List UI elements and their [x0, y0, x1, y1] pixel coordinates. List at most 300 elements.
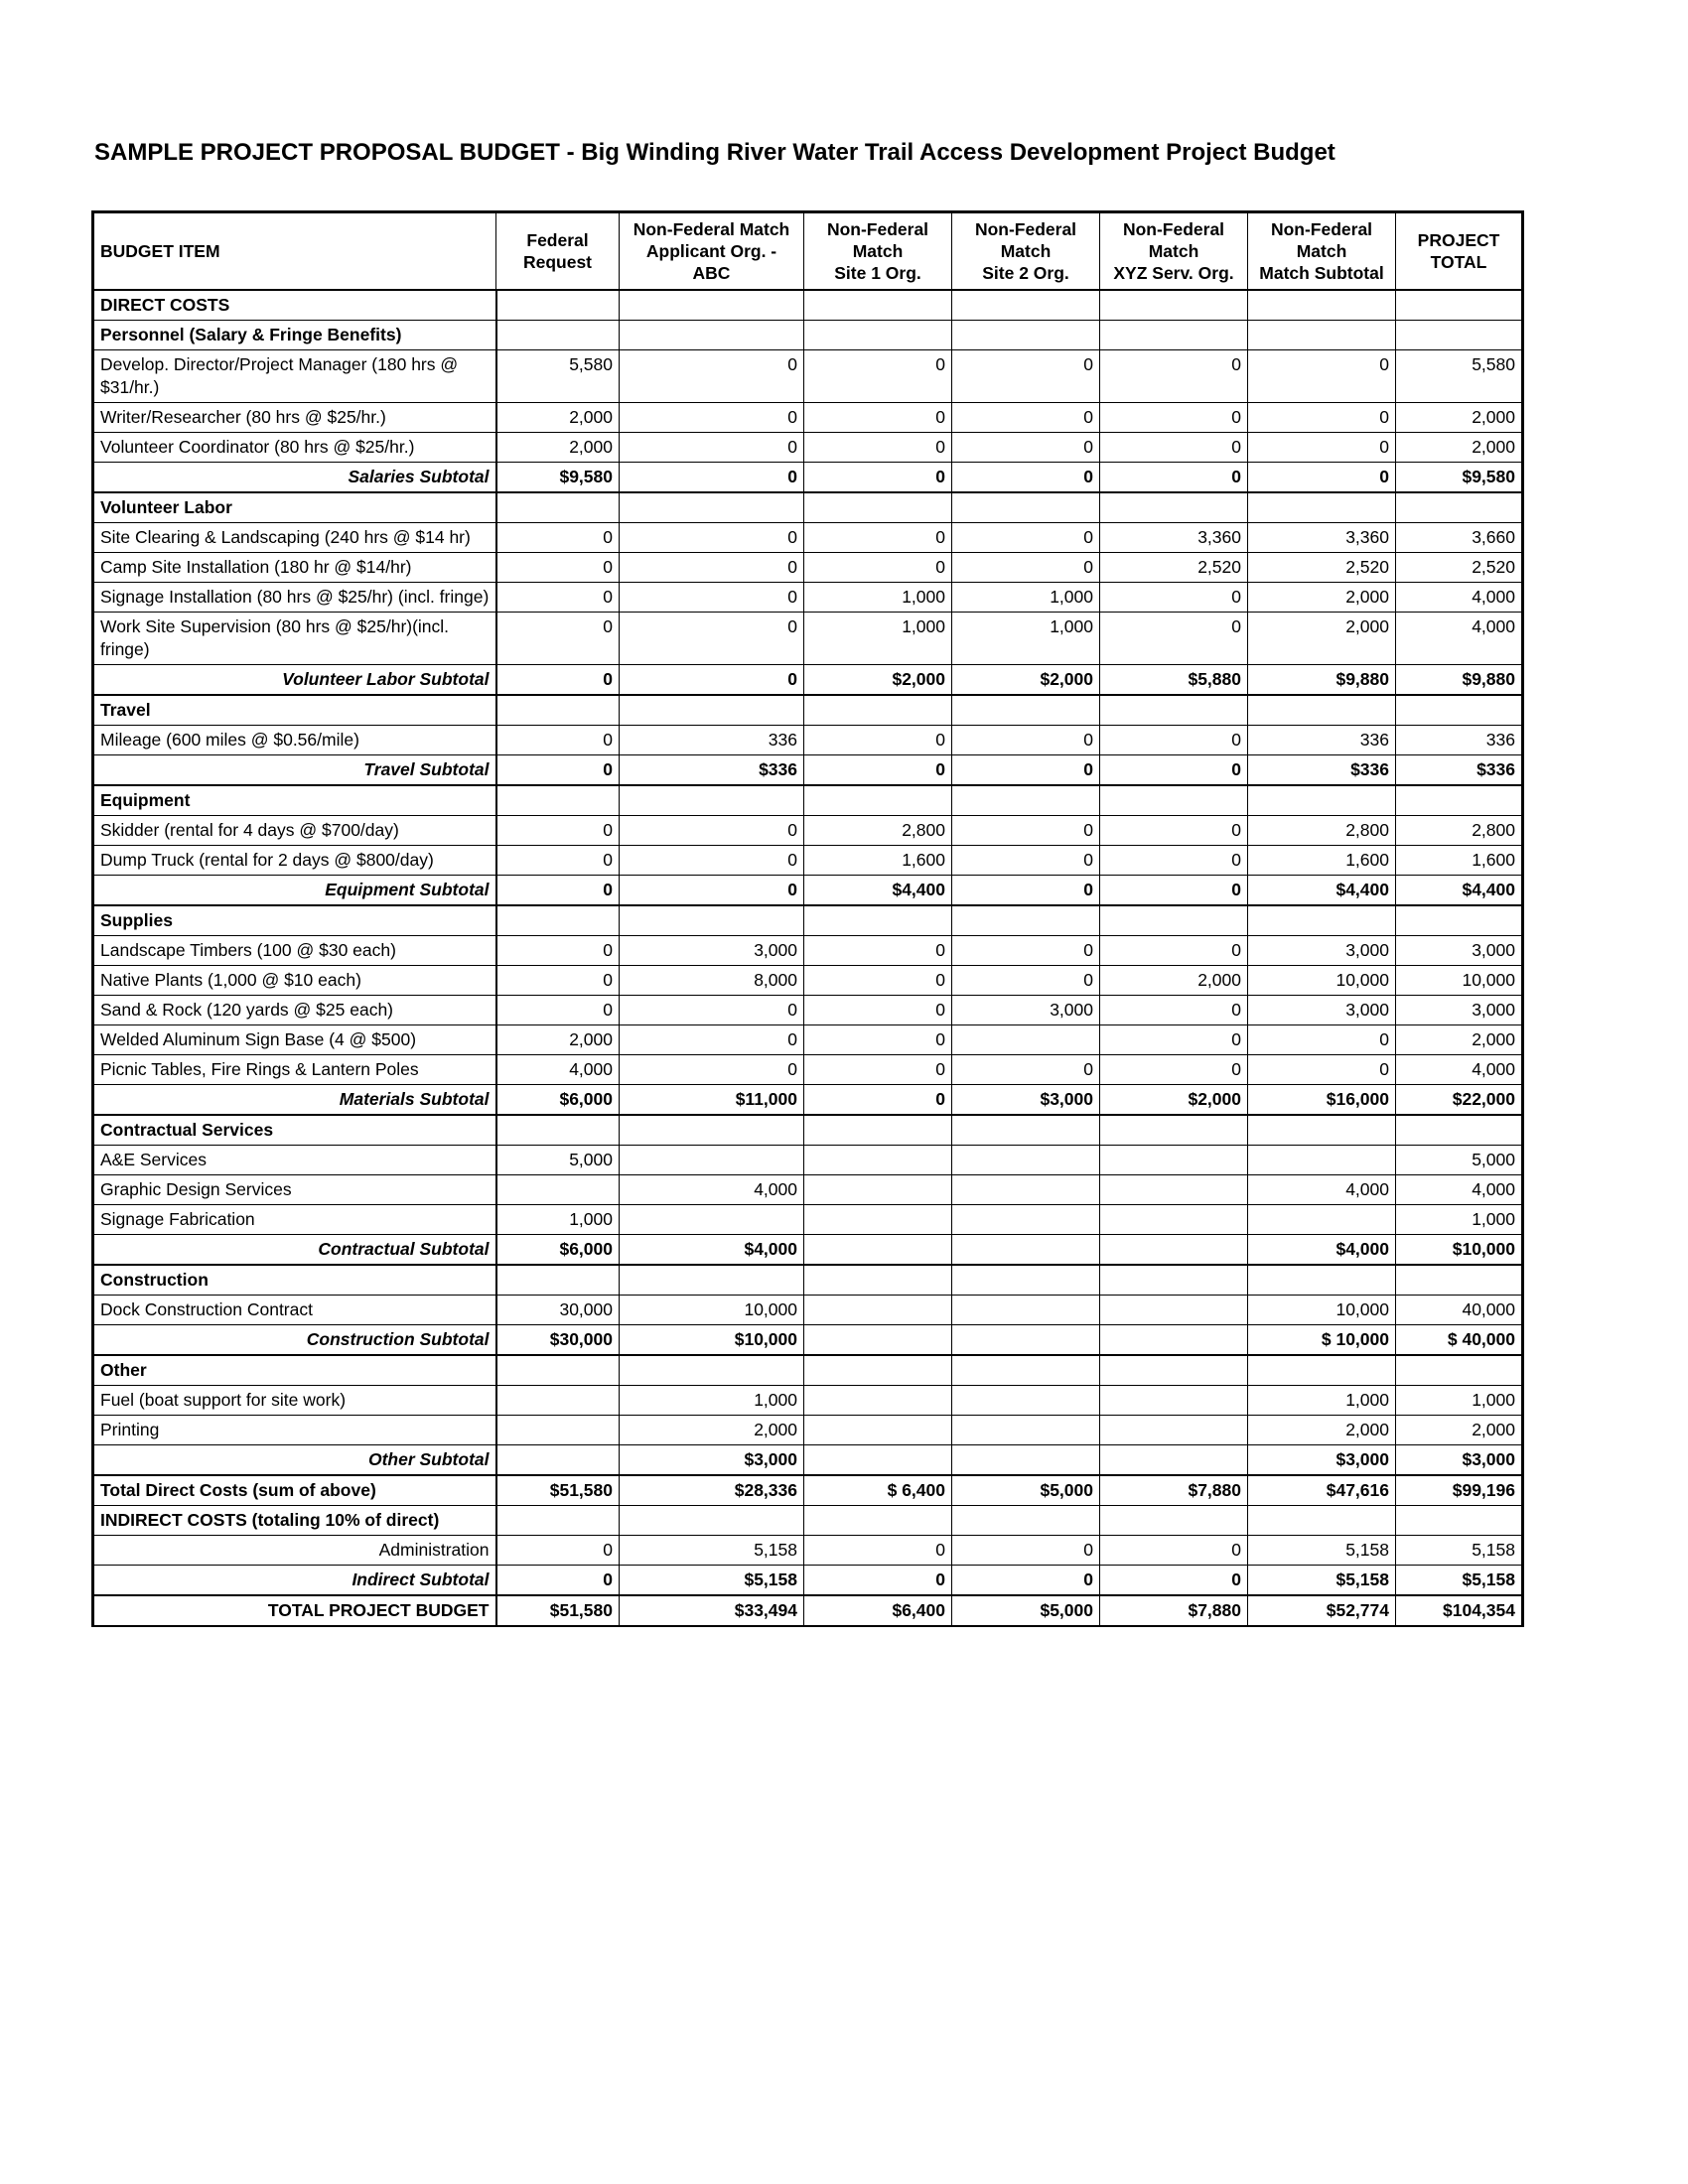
federal-request-cell: [496, 1265, 620, 1296]
federal-request-cell: 0: [496, 523, 620, 553]
site2-org-cell: 0: [952, 433, 1100, 463]
site2-org-cell: [952, 1506, 1100, 1536]
match-subtotal-cell: [1248, 290, 1396, 321]
budget-item-label: Camp Site Installation (180 hr @ $14/hr): [93, 553, 496, 583]
project-total-cell: 10,000: [1396, 966, 1523, 996]
table-row: [93, 523, 1523, 553]
total-row: [93, 1475, 1523, 1506]
xyz-serv-org-cell: $7,880: [1100, 1475, 1248, 1506]
applicant-org-cell: $28,336: [620, 1475, 804, 1506]
match-subtotal-cell: 0: [1248, 463, 1396, 493]
budget-item-label: Travel Subtotal: [93, 755, 496, 786]
applicant-org-cell: 0: [620, 996, 804, 1025]
xyz-serv-org-cell: 0: [1100, 1055, 1248, 1085]
header-project-total: PROJECT TOTAL: [1396, 212, 1523, 291]
budget-item-label: Personnel (Salary & Fringe Benefits): [93, 321, 496, 350]
site1-org-cell: 0: [804, 996, 952, 1025]
site2-org-cell: [952, 1296, 1100, 1325]
site2-org-cell: [952, 1175, 1100, 1205]
match-subtotal-cell: 10,000: [1248, 1296, 1396, 1325]
site2-org-cell: [952, 492, 1100, 523]
applicant-org-cell: [620, 785, 804, 816]
section-row: [93, 1355, 1523, 1386]
applicant-org-cell: [620, 695, 804, 726]
site2-org-cell: $5,000: [952, 1595, 1100, 1626]
project-total-cell: [1396, 785, 1523, 816]
site2-org-cell: 0: [952, 936, 1100, 966]
site2-org-cell: [952, 695, 1100, 726]
xyz-serv-org-cell: [1100, 1265, 1248, 1296]
site2-org-cell: [952, 1205, 1100, 1235]
project-total-cell: 2,000: [1396, 433, 1523, 463]
budget-item-label: Writer/Researcher (80 hrs @ $25/hr.): [93, 403, 496, 433]
site2-org-cell: $3,000: [952, 1085, 1100, 1116]
xyz-serv-org-cell: 0: [1100, 613, 1248, 665]
budget-item-label: Salaries Subtotal: [93, 463, 496, 493]
site1-org-cell: [804, 1205, 952, 1235]
header-site2-org: Non-Federal Match Site 2 Org.: [952, 212, 1100, 291]
project-total-cell: [1396, 1115, 1523, 1146]
project-total-cell: $22,000: [1396, 1085, 1523, 1116]
header-federal-request: Federal Request: [496, 212, 620, 291]
project-total-cell: 4,000: [1396, 1175, 1523, 1205]
site2-org-cell: [952, 785, 1100, 816]
match-subtotal-cell: 3,000: [1248, 996, 1396, 1025]
xyz-serv-org-cell: [1100, 785, 1248, 816]
applicant-org-cell: 336: [620, 726, 804, 755]
site2-org-cell: 0: [952, 755, 1100, 786]
site1-org-cell: [804, 905, 952, 936]
match-subtotal-cell: 3,360: [1248, 523, 1396, 553]
federal-request-cell: 0: [496, 613, 620, 665]
federal-request-cell: 2,000: [496, 433, 620, 463]
project-total-cell: $99,196: [1396, 1475, 1523, 1506]
budget-item-label: Printing: [93, 1416, 496, 1445]
budget-item-label: Develop. Director/Project Manager (180 hrs @ $31/hr.): [93, 350, 496, 403]
budget-item-label: Indirect Subtotal: [93, 1566, 496, 1596]
applicant-org-cell: 0: [620, 665, 804, 696]
federal-request-cell: 0: [496, 876, 620, 906]
table-row: [93, 996, 1523, 1025]
federal-request-cell: 30,000: [496, 1296, 620, 1325]
header-applicant-org: Non-Federal Match Applicant Org. - ABC: [620, 212, 804, 291]
federal-request-cell: [496, 492, 620, 523]
project-total-cell: [1396, 1355, 1523, 1386]
site2-org-cell: [952, 321, 1100, 350]
xyz-serv-org-cell: 0: [1100, 996, 1248, 1025]
site2-org-cell: [952, 1325, 1100, 1356]
table-row: [93, 1416, 1523, 1445]
match-subtotal-cell: $ 10,000: [1248, 1325, 1396, 1356]
match-subtotal-cell: 2,000: [1248, 583, 1396, 613]
site2-org-cell: 0: [952, 463, 1100, 493]
project-total-cell: [1396, 1265, 1523, 1296]
subtotal-row: [93, 463, 1523, 493]
site1-org-cell: $6,400: [804, 1595, 952, 1626]
applicant-org-cell: 1,000: [620, 1386, 804, 1416]
applicant-org-cell: 0: [620, 613, 804, 665]
subtotal-row: [93, 876, 1523, 906]
match-subtotal-cell: 2,520: [1248, 553, 1396, 583]
section-row: [93, 785, 1523, 816]
site2-org-cell: 1,000: [952, 583, 1100, 613]
xyz-serv-org-cell: [1100, 492, 1248, 523]
federal-request-cell: $51,580: [496, 1595, 620, 1626]
section-row: [93, 695, 1523, 726]
xyz-serv-org-cell: 0: [1100, 403, 1248, 433]
table-row: [93, 1205, 1523, 1235]
project-total-cell: 336: [1396, 726, 1523, 755]
site2-org-cell: [952, 1235, 1100, 1266]
section-row: [93, 321, 1523, 350]
applicant-org-cell: 0: [620, 553, 804, 583]
xyz-serv-org-cell: 3,360: [1100, 523, 1248, 553]
project-total-cell: 3,000: [1396, 936, 1523, 966]
header-site1-org: Non-Federal Match Site 1 Org.: [804, 212, 952, 291]
budget-item-label: Construction: [93, 1265, 496, 1296]
project-total-cell: $3,000: [1396, 1445, 1523, 1476]
budget-item-label: Picnic Tables, Fire Rings & Lantern Poles: [93, 1055, 496, 1085]
xyz-serv-org-cell: [1100, 695, 1248, 726]
applicant-org-cell: [620, 1265, 804, 1296]
site1-org-cell: [804, 1175, 952, 1205]
match-subtotal-cell: 2,000: [1248, 1416, 1396, 1445]
project-total-cell: 1,000: [1396, 1205, 1523, 1235]
site1-org-cell: 0: [804, 1055, 952, 1085]
federal-request-cell: [496, 1506, 620, 1536]
budget-item-label: Equipment Subtotal: [93, 876, 496, 906]
site1-org-cell: $2,000: [804, 665, 952, 696]
applicant-org-cell: 5,158: [620, 1536, 804, 1566]
federal-request-cell: $30,000: [496, 1325, 620, 1356]
federal-request-cell: [496, 1416, 620, 1445]
federal-request-cell: $51,580: [496, 1475, 620, 1506]
project-total-cell: $ 40,000: [1396, 1325, 1523, 1356]
match-subtotal-cell: 10,000: [1248, 966, 1396, 996]
project-total-cell: 5,158: [1396, 1536, 1523, 1566]
grand-total-row: [93, 1595, 1523, 1626]
xyz-serv-org-cell: 0: [1100, 350, 1248, 403]
match-subtotal-cell: 4,000: [1248, 1175, 1396, 1205]
federal-request-cell: [496, 290, 620, 321]
header-row: [93, 212, 1523, 291]
page-title: SAMPLE PROJECT PROPOSAL BUDGET - Big Winding River Water Trail Access Development Project Budget: [94, 139, 1336, 166]
budget-item-label: Mileage (600 miles @ $0.56/mile): [93, 726, 496, 755]
budget-item-label: Volunteer Coordinator (80 hrs @ $25/hr.): [93, 433, 496, 463]
site1-org-cell: [804, 1325, 952, 1356]
applicant-org-cell: [620, 905, 804, 936]
federal-request-cell: 0: [496, 996, 620, 1025]
applicant-org-cell: [620, 1115, 804, 1146]
federal-request-cell: $6,000: [496, 1235, 620, 1266]
site2-org-cell: 0: [952, 523, 1100, 553]
match-subtotal-cell: [1248, 785, 1396, 816]
applicant-org-cell: $5,158: [620, 1566, 804, 1596]
site1-org-cell: 0: [804, 966, 952, 996]
budget-item-label: Work Site Supervision (80 hrs @ $25/hr)(incl. fringe): [93, 613, 496, 665]
project-total-cell: $10,000: [1396, 1235, 1523, 1266]
xyz-serv-org-cell: 0: [1100, 816, 1248, 846]
xyz-serv-org-cell: 0: [1100, 583, 1248, 613]
federal-request-cell: 0: [496, 1536, 620, 1566]
applicant-org-cell: [620, 1146, 804, 1175]
match-subtotal-cell: 1,600: [1248, 846, 1396, 876]
applicant-org-cell: $4,000: [620, 1235, 804, 1266]
federal-request-cell: 0: [496, 583, 620, 613]
xyz-serv-org-cell: [1100, 905, 1248, 936]
applicant-org-cell: $336: [620, 755, 804, 786]
site2-org-cell: 0: [952, 553, 1100, 583]
site1-org-cell: [804, 290, 952, 321]
project-total-cell: 2,520: [1396, 553, 1523, 583]
applicant-org-cell: 0: [620, 583, 804, 613]
project-total-cell: 40,000: [1396, 1296, 1523, 1325]
site1-org-cell: 1,000: [804, 613, 952, 665]
site1-org-cell: 0: [804, 1566, 952, 1596]
budget-item-label: Administration: [93, 1536, 496, 1566]
xyz-serv-org-cell: [1100, 1296, 1248, 1325]
federal-request-cell: 5,580: [496, 350, 620, 403]
site1-org-cell: 0: [804, 523, 952, 553]
match-subtotal-cell: $9,880: [1248, 665, 1396, 696]
site2-org-cell: 0: [952, 1055, 1100, 1085]
match-subtotal-cell: $5,158: [1248, 1566, 1396, 1596]
subtotal-row: [93, 755, 1523, 786]
applicant-org-cell: 0: [620, 523, 804, 553]
xyz-serv-org-cell: 0: [1100, 1025, 1248, 1055]
site2-org-cell: [952, 905, 1100, 936]
xyz-serv-org-cell: [1100, 1325, 1248, 1356]
xyz-serv-org-cell: 0: [1100, 936, 1248, 966]
applicant-org-cell: 4,000: [620, 1175, 804, 1205]
budget-item-label: Contractual Subtotal: [93, 1235, 496, 1266]
federal-request-cell: 0: [496, 1566, 620, 1596]
match-subtotal-cell: [1248, 321, 1396, 350]
subtotal-row: [93, 665, 1523, 696]
header-match-subtotal: Non-Federal Match Match Subtotal: [1248, 212, 1396, 291]
budget-item-label: Equipment: [93, 785, 496, 816]
table-row: [93, 846, 1523, 876]
table-row: [93, 1025, 1523, 1055]
subtotal-row: [93, 1566, 1523, 1596]
site1-org-cell: 0: [804, 755, 952, 786]
subtotal-row: [93, 1325, 1523, 1356]
table-row: [93, 966, 1523, 996]
table-row: [93, 936, 1523, 966]
applicant-org-cell: 0: [620, 816, 804, 846]
match-subtotal-cell: [1248, 492, 1396, 523]
budget-item-label: Other Subtotal: [93, 1445, 496, 1476]
match-subtotal-cell: [1248, 905, 1396, 936]
xyz-serv-org-cell: [1100, 321, 1248, 350]
match-subtotal-cell: $47,616: [1248, 1475, 1396, 1506]
table-row: [93, 1055, 1523, 1085]
project-total-cell: [1396, 905, 1523, 936]
applicant-org-cell: 3,000: [620, 936, 804, 966]
site1-org-cell: 1,000: [804, 583, 952, 613]
xyz-serv-org-cell: 0: [1100, 876, 1248, 906]
site1-org-cell: [804, 1355, 952, 1386]
project-total-cell: 2,800: [1396, 816, 1523, 846]
site1-org-cell: [804, 1296, 952, 1325]
federal-request-cell: [496, 1175, 620, 1205]
match-subtotal-cell: $4,400: [1248, 876, 1396, 906]
federal-request-cell: 0: [496, 553, 620, 583]
applicant-org-cell: $3,000: [620, 1445, 804, 1476]
xyz-serv-org-cell: [1100, 1115, 1248, 1146]
site1-org-cell: 0: [804, 936, 952, 966]
match-subtotal-cell: 0: [1248, 403, 1396, 433]
budget-item-label: Travel: [93, 695, 496, 726]
project-total-cell: 4,000: [1396, 613, 1523, 665]
budget-item-label: DIRECT COSTS: [93, 290, 496, 321]
site2-org-cell: 0: [952, 876, 1100, 906]
xyz-serv-org-cell: 0: [1100, 755, 1248, 786]
table-body: [93, 290, 1523, 1626]
applicant-org-cell: [620, 290, 804, 321]
xyz-serv-org-cell: [1100, 1175, 1248, 1205]
section-row: [93, 905, 1523, 936]
match-subtotal-cell: 5,158: [1248, 1536, 1396, 1566]
table-row: [93, 1146, 1523, 1175]
site2-org-cell: 0: [952, 966, 1100, 996]
match-subtotal-cell: $336: [1248, 755, 1396, 786]
budget-item-label: Signage Installation (80 hrs @ $25/hr) (incl. fringe): [93, 583, 496, 613]
budget-item-label: Volunteer Labor: [93, 492, 496, 523]
xyz-serv-org-cell: $2,000: [1100, 1085, 1248, 1116]
match-subtotal-cell: [1248, 695, 1396, 726]
project-total-cell: $104,354: [1396, 1595, 1523, 1626]
federal-request-cell: 0: [496, 966, 620, 996]
budget-item-label: Volunteer Labor Subtotal: [93, 665, 496, 696]
site2-org-cell: 3,000: [952, 996, 1100, 1025]
site2-org-cell: [952, 1146, 1100, 1175]
federal-request-cell: [496, 1445, 620, 1476]
site2-org-cell: $5,000: [952, 1475, 1100, 1506]
budget-item-label: Graphic Design Services: [93, 1175, 496, 1205]
site1-org-cell: 0: [804, 433, 952, 463]
match-subtotal-cell: $16,000: [1248, 1085, 1396, 1116]
site1-org-cell: 1,600: [804, 846, 952, 876]
match-subtotal-cell: 0: [1248, 433, 1396, 463]
site2-org-cell: [952, 1445, 1100, 1476]
budget-item-label: Total Direct Costs (sum of above): [93, 1475, 496, 1506]
xyz-serv-org-cell: 0: [1100, 463, 1248, 493]
site1-org-cell: 2,800: [804, 816, 952, 846]
federal-request-cell: [496, 785, 620, 816]
match-subtotal-cell: 2,000: [1248, 613, 1396, 665]
xyz-serv-org-cell: [1100, 1386, 1248, 1416]
xyz-serv-org-cell: 0: [1100, 1536, 1248, 1566]
project-total-cell: 2,000: [1396, 403, 1523, 433]
applicant-org-cell: 0: [620, 433, 804, 463]
federal-request-cell: 2,000: [496, 1025, 620, 1055]
site2-org-cell: [952, 1386, 1100, 1416]
xyz-serv-org-cell: 0: [1100, 433, 1248, 463]
federal-request-cell: 0: [496, 726, 620, 755]
match-subtotal-cell: 2,800: [1248, 816, 1396, 846]
table-row: [93, 350, 1523, 403]
budget-item-label: Native Plants (1,000 @ $10 each): [93, 966, 496, 996]
site1-org-cell: [804, 1146, 952, 1175]
federal-request-cell: 0: [496, 665, 620, 696]
budget-item-label: Dock Construction Contract: [93, 1296, 496, 1325]
site1-org-cell: [804, 1265, 952, 1296]
table-row: [93, 403, 1523, 433]
xyz-serv-org-cell: [1100, 1146, 1248, 1175]
budget-item-label: Site Clearing & Landscaping (240 hrs @ $14 hr): [93, 523, 496, 553]
header-budget-item: BUDGET ITEM: [93, 212, 496, 291]
match-subtotal-cell: 0: [1248, 1025, 1396, 1055]
site1-org-cell: [804, 321, 952, 350]
section-row: [93, 1506, 1523, 1536]
project-total-cell: $9,580: [1396, 463, 1523, 493]
federal-request-cell: [496, 1386, 620, 1416]
subtotal-row: [93, 1235, 1523, 1266]
header-xyz-serv-org: Non-Federal Match XYZ Serv. Org.: [1100, 212, 1248, 291]
xyz-serv-org-cell: 2,000: [1100, 966, 1248, 996]
project-total-cell: [1396, 492, 1523, 523]
site1-org-cell: 0: [804, 1536, 952, 1566]
budget-item-label: Other: [93, 1355, 496, 1386]
federal-request-cell: [496, 1355, 620, 1386]
table-row: [93, 613, 1523, 665]
site2-org-cell: [952, 1355, 1100, 1386]
xyz-serv-org-cell: 0: [1100, 846, 1248, 876]
applicant-org-cell: 2,000: [620, 1416, 804, 1445]
site1-org-cell: [804, 1416, 952, 1445]
match-subtotal-cell: 1,000: [1248, 1386, 1396, 1416]
federal-request-cell: $9,580: [496, 463, 620, 493]
site1-org-cell: 0: [804, 726, 952, 755]
site2-org-cell: 0: [952, 350, 1100, 403]
site2-org-cell: $2,000: [952, 665, 1100, 696]
project-total-cell: $5,158: [1396, 1566, 1523, 1596]
match-subtotal-cell: $52,774: [1248, 1595, 1396, 1626]
applicant-org-cell: [620, 1205, 804, 1235]
applicant-org-cell: [620, 1355, 804, 1386]
match-subtotal-cell: [1248, 1355, 1396, 1386]
budget-item-label: Landscape Timbers (100 @ $30 each): [93, 936, 496, 966]
federal-request-cell: $6,000: [496, 1085, 620, 1116]
match-subtotal-cell: 336: [1248, 726, 1396, 755]
table-row: [93, 816, 1523, 846]
xyz-serv-org-cell: [1100, 1416, 1248, 1445]
xyz-serv-org-cell: $5,880: [1100, 665, 1248, 696]
budget-item-label: Materials Subtotal: [93, 1085, 496, 1116]
match-subtotal-cell: [1248, 1205, 1396, 1235]
xyz-serv-org-cell: 0: [1100, 726, 1248, 755]
budget-item-label: Construction Subtotal: [93, 1325, 496, 1356]
site2-org-cell: 0: [952, 1536, 1100, 1566]
site2-org-cell: 0: [952, 816, 1100, 846]
project-total-cell: $9,880: [1396, 665, 1523, 696]
site2-org-cell: [952, 1265, 1100, 1296]
applicant-org-cell: $10,000: [620, 1325, 804, 1356]
site1-org-cell: $ 6,400: [804, 1475, 952, 1506]
site1-org-cell: [804, 695, 952, 726]
federal-request-cell: [496, 695, 620, 726]
federal-request-cell: 0: [496, 936, 620, 966]
xyz-serv-org-cell: 0: [1100, 1566, 1248, 1596]
xyz-serv-org-cell: [1100, 1205, 1248, 1235]
applicant-org-cell: 10,000: [620, 1296, 804, 1325]
table-row: [93, 433, 1523, 463]
match-subtotal-cell: [1248, 1115, 1396, 1146]
budget-item-label: Sand & Rock (120 yards @ $25 each): [93, 996, 496, 1025]
project-total-cell: $336: [1396, 755, 1523, 786]
site1-org-cell: [804, 1445, 952, 1476]
